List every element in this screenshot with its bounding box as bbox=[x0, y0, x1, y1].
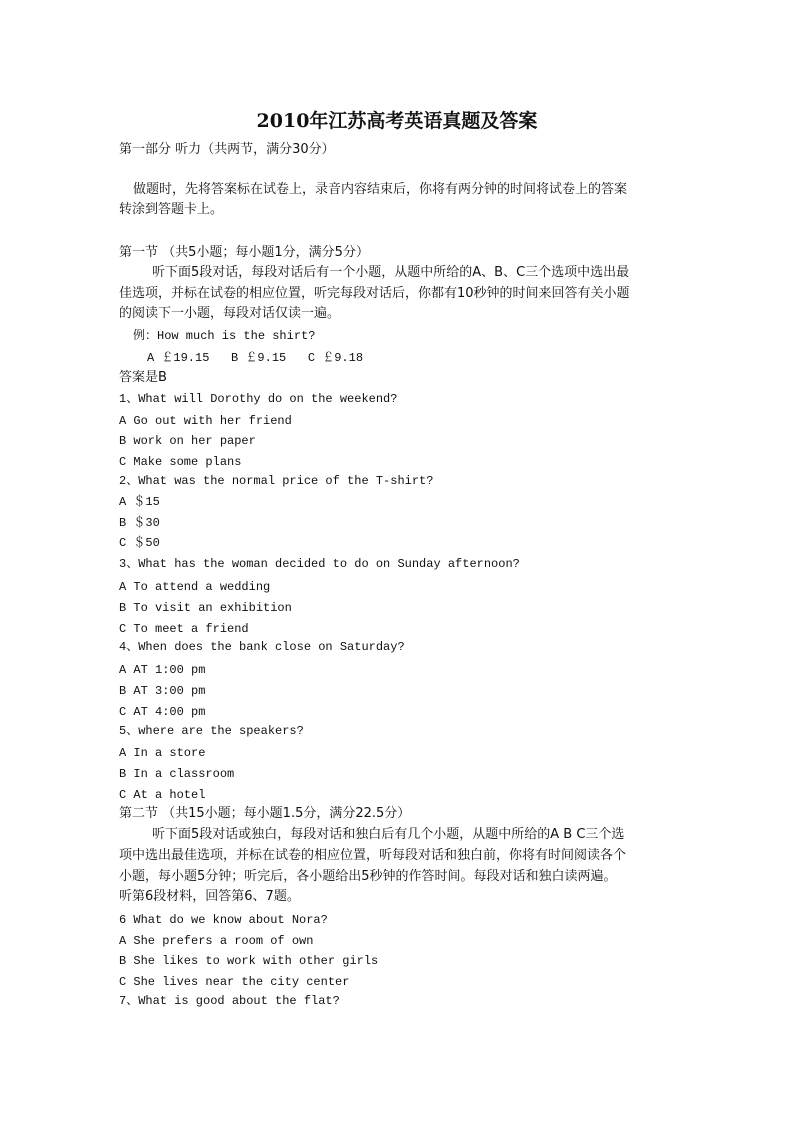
option: A Go out with her friend bbox=[119, 414, 292, 428]
option: C ＄50 bbox=[119, 536, 160, 550]
section-heading: 第二节 （共15小题；每小题1.5分，满分22.5分） bbox=[119, 806, 411, 821]
example-answer: 答案是B bbox=[119, 370, 167, 385]
question: 6 What do we know about Nora? bbox=[119, 913, 328, 927]
option: B In a classroom bbox=[119, 767, 235, 781]
example-question: 例：How much is the shirt? bbox=[133, 329, 316, 343]
question: 2、What was the normal price of the T-shirt? bbox=[119, 474, 434, 488]
option: A She prefers a room of own bbox=[119, 934, 314, 948]
section-heading: 第一节 （共5小题；每小题1分，满分5分） bbox=[119, 245, 369, 260]
section-paragraph: 的阅读下一小题，每段对话仅读一遍。 bbox=[119, 306, 341, 321]
part-heading: 第一部分 听力（共两节，满分30分） bbox=[119, 142, 335, 157]
option: C AT 4:00 pm bbox=[119, 705, 206, 719]
document-title: 2010年江苏高考英语真题及答案 bbox=[256, 110, 538, 132]
section-paragraph: 听下面5段对话，每段对话后有一个小题，从题中所给的A、B、C三个选项中选出最 bbox=[152, 265, 630, 280]
section-paragraph: 项中选出最佳选项，并标在试卷的相应位置，听每段对话和独白前，你将有时间阅读各个 bbox=[119, 848, 627, 863]
question: 5、where are the speakers? bbox=[119, 724, 304, 738]
section-paragraph: 听第6段材料，回答第6、7题。 bbox=[119, 889, 300, 904]
question: 7、What is good about the flat? bbox=[119, 994, 340, 1008]
option: A AT 1:00 pm bbox=[119, 663, 206, 677]
option: C Make some plans bbox=[119, 455, 242, 469]
question: 4、When does the bank close on Saturday? bbox=[119, 640, 405, 654]
option: B ＄30 bbox=[119, 516, 160, 530]
section-paragraph: 小题，每小题5分钟；听完后，各小题给出5秒钟的作答时间。每段对话和独白读两遍。 bbox=[119, 869, 617, 884]
question: 1、What will Dorothy do on the weekend? bbox=[119, 392, 398, 406]
option: C To meet a friend bbox=[119, 622, 249, 636]
option: C At a hotel bbox=[119, 788, 206, 802]
example-options: A ￡19.15 B ￡9.15 C ￡9.18 bbox=[147, 351, 364, 365]
option: A ＄15 bbox=[119, 495, 160, 509]
option: A To attend a wedding bbox=[119, 580, 271, 594]
option: B She likes to work with other girls bbox=[119, 954, 379, 968]
section-paragraph: 听下面5段对话或独白，每段对话和独白后有几个小题，从题中所给的A B C三个选 bbox=[152, 827, 625, 842]
option: C She lives near the city center bbox=[119, 975, 350, 989]
option: B AT 3:00 pm bbox=[119, 684, 206, 698]
option: A In a store bbox=[119, 746, 206, 760]
instructions-line: 做题时，先将答案标在试卷上，录音内容结束后，你将有两分钟的时间将试卷上的答案 bbox=[133, 182, 628, 197]
question: 3、What has the woman decided to do on Sunday afternoon? bbox=[119, 557, 520, 571]
instructions-line: 转涂到答题卡上。 bbox=[119, 202, 224, 217]
section-paragraph: 佳选项，并标在试卷的相应位置，听完每段对话后，你都有10秒钟的时间来回答有关小题 bbox=[119, 286, 630, 301]
option: B To visit an exhibition bbox=[119, 601, 292, 615]
option: B work on her paper bbox=[119, 434, 256, 448]
